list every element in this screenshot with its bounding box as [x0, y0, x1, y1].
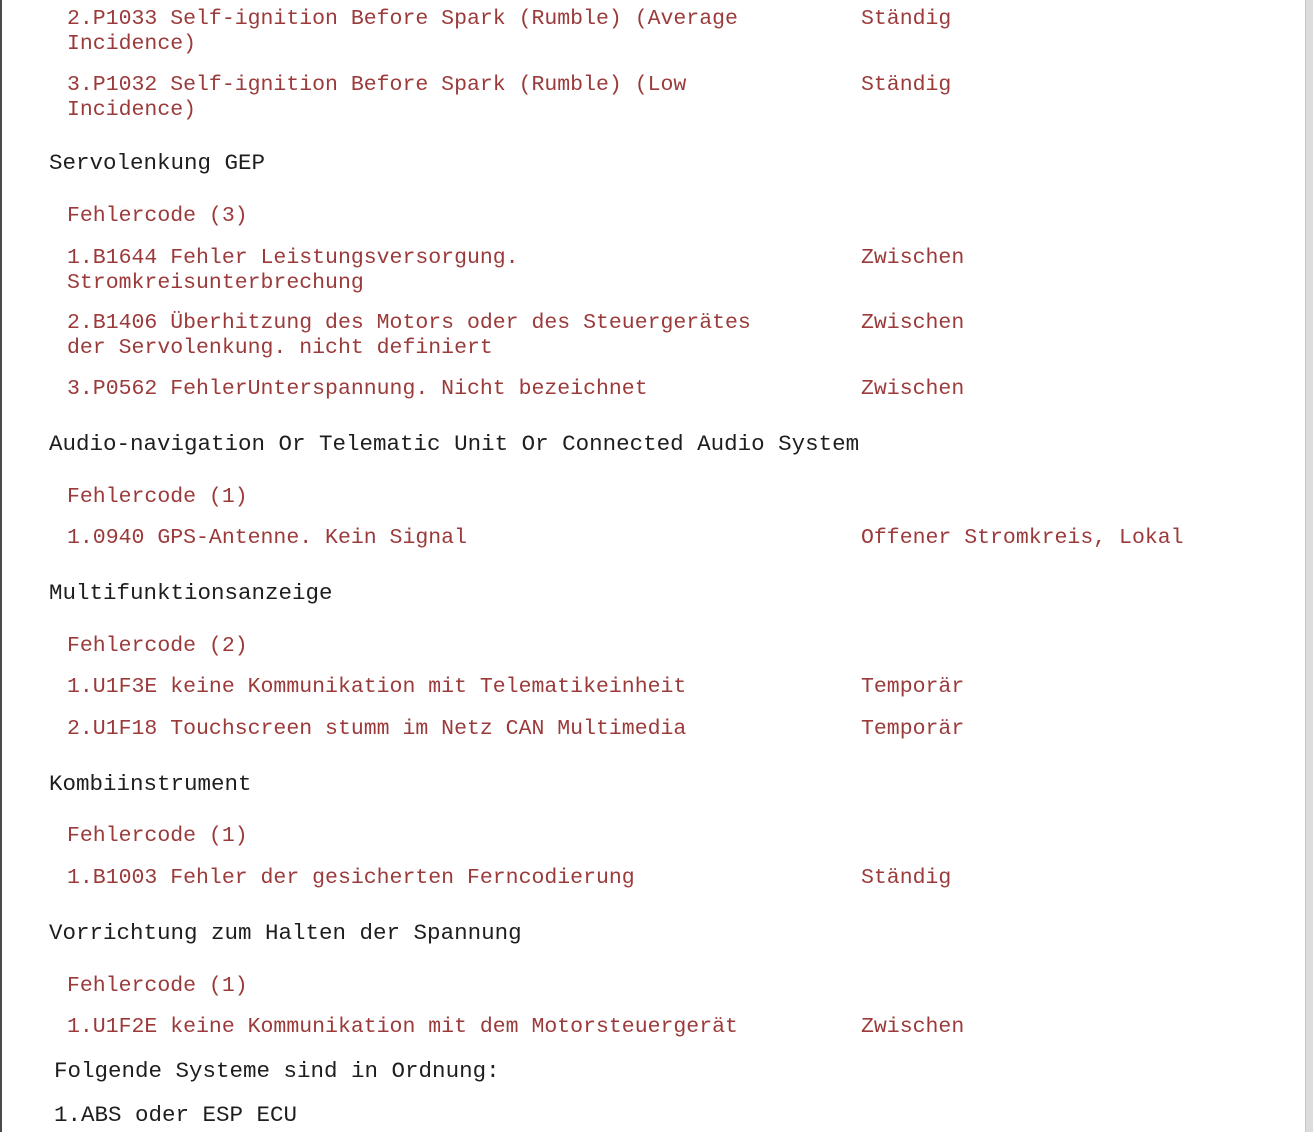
system-heading: Audio-navigation Or Telematic Unit Or Connected Audio System: [49, 431, 860, 457]
fault-status: Zwischen: [861, 311, 965, 335]
fault-code-text: 1.B1644 Fehler Leistungsversorgung. Stromkreisunterbrechung: [67, 246, 519, 295]
fault-code-text: 1.B1003 Fehler der gesicherten Ferncodierung: [67, 866, 635, 890]
fault-status: Ständig: [861, 7, 952, 31]
fault-status: Ständig: [861, 73, 952, 97]
system-heading: Servolenkung GEP: [49, 150, 266, 176]
fault-code-text: 2.U1F18 Touchscreen stumm im Netz CAN Multimedia: [67, 717, 687, 741]
fault-code-text: 1.U1F3E keine Kommunikation mit Telematikeinheit: [67, 675, 687, 699]
fault-count-label: Fehlercode (1): [67, 485, 248, 509]
fault-status: Temporär: [861, 675, 965, 699]
ok-systems-heading: Folgende Systeme sind in Ordnung:: [54, 1058, 500, 1084]
fault-code-text: 3.P1032 Self-ignition Before Spark (Rumble) (Low Incidence): [67, 73, 687, 122]
fault-count-label: Fehlercode (2): [67, 634, 248, 658]
fault-count-label: Fehlercode (1): [67, 974, 248, 998]
fault-status: Ständig: [861, 866, 952, 890]
fault-status: Zwischen: [861, 246, 965, 270]
system-heading: Multifunktionsanzeige: [49, 580, 333, 606]
system-heading: Vorrichtung zum Halten der Spannung: [49, 920, 522, 946]
fault-status: Offener Stromkreis, Lokal: [861, 526, 1184, 550]
ok-system-item: 1.ABS oder ESP ECU: [54, 1102, 298, 1128]
fault-code-text: 2.P1033 Self-ignition Before Spark (Rumble) (Average Incidence): [67, 7, 738, 56]
system-heading: Kombiinstrument: [49, 771, 252, 797]
fault-status: Zwischen: [861, 1015, 965, 1039]
fault-code-text: 1.0940 GPS-Antenne. Kein Signal: [67, 526, 467, 550]
fault-code-text: 3.P0562 FehlerUnterspannung. Nicht bezeichnet: [67, 377, 648, 401]
fault-code-text: 2.B1406 Überhitzung des Motors oder des Steuergerätes der Servolenkung. nicht definiert: [67, 311, 751, 360]
fault-count-label: Fehlercode (3): [67, 204, 248, 228]
vertical-scrollbar[interactable]: [1305, 0, 1313, 1132]
fault-code-text: 1.U1F2E keine Kommunikation mit dem Motorsteuergerät: [67, 1015, 738, 1039]
fault-count-label: Fehlercode (1): [67, 824, 248, 848]
fault-status: Temporär: [861, 717, 965, 741]
fault-status: Zwischen: [861, 377, 965, 401]
